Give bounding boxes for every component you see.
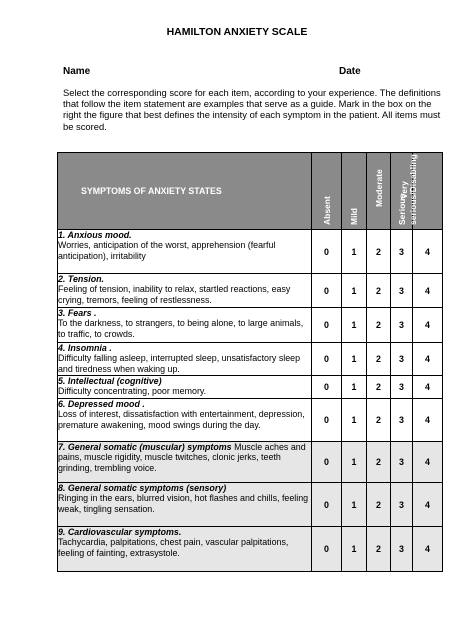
score-cell-4[interactable]: 4 <box>413 274 443 308</box>
score-cell-1[interactable]: 1 <box>342 308 367 343</box>
score-cell-2[interactable]: 2 <box>367 343 391 376</box>
table-row <box>58 527 443 572</box>
score-cell-3[interactable]: 3 <box>391 343 413 376</box>
symptom-description: Worries, anticipation of the worst, apprehension (fearful anticipation), irritability <box>58 240 276 261</box>
symptom-cell <box>58 274 312 308</box>
score-cell-4[interactable]: 4 <box>413 308 443 343</box>
score-cell-2[interactable]: 2 <box>367 376 391 399</box>
column-label: Mild <box>349 208 359 225</box>
symptom-title: 4. Insomnia . <box>58 343 112 353</box>
symptom-cell <box>58 343 312 376</box>
symptom-description: Ringing in the ears, blurred vision, hot flashes and chills, feeling weak, tingling sensation. <box>58 493 309 514</box>
score-cell-0[interactable]: 0 <box>312 343 342 376</box>
column-header-mild <box>342 153 367 230</box>
score-cell-2[interactable]: 2 <box>367 483 391 527</box>
score-cell-0[interactable]: 0 <box>312 376 342 399</box>
score-cell-2[interactable]: 2 <box>367 230 391 274</box>
score-cell-1[interactable]: 1 <box>342 343 367 376</box>
symptom-title: 5. Intellectual (cognitive) <box>58 376 162 386</box>
symptom-description: Muscle aches and pains, muscle rigidity, muscle twitches, clonic jerks, teeth grinding, trembling voice. <box>58 442 306 473</box>
symptom-cell <box>58 376 312 399</box>
score-cell-1[interactable]: 1 <box>342 274 367 308</box>
symptom-cell <box>58 527 312 572</box>
column-label: Moderate <box>373 169 384 207</box>
score-cell-4[interactable]: 4 <box>413 442 443 483</box>
symptom-cell <box>58 308 312 343</box>
score-cell-3[interactable]: 3 <box>391 274 413 308</box>
table-header-row <box>58 153 443 230</box>
symptoms-header: SYMPTOMS OF ANXIETY STATES <box>58 153 312 230</box>
table-row <box>58 442 443 483</box>
score-cell-1[interactable]: 1 <box>342 527 367 572</box>
symptom-title: 6. Depressed mood . <box>58 399 145 409</box>
score-cell-1[interactable]: 1 <box>342 483 367 527</box>
symptom-description: Difficulty falling asleep, interrupted sleep, unsatisfactory sleep and tiredness when waking up. <box>58 353 301 374</box>
score-cell-1[interactable]: 1 <box>342 230 367 274</box>
symptom-description: To the darkness, to strangers, to being alone, to large animals, to traffic, to crowds. <box>58 318 304 339</box>
score-cell-4[interactable]: 4 <box>413 343 443 376</box>
symptom-cell <box>58 230 312 274</box>
symptom-description: Difficulty concentrating, poor memory. <box>58 386 207 397</box>
score-cell-3[interactable]: 3 <box>391 308 413 343</box>
score-cell-0[interactable]: 0 <box>312 442 342 483</box>
score-cell-3[interactable]: 3 <box>391 527 413 572</box>
score-cell-3[interactable]: 3 <box>391 442 413 483</box>
score-cell-3[interactable]: 3 <box>391 399 413 442</box>
anxiety-scale-table <box>57 152 443 572</box>
score-cell-1[interactable]: 1 <box>342 399 367 442</box>
symptom-description: Loss of interest, dissatisfaction with entertainment, depression, premature awakening, mood swings during the day. <box>58 409 305 430</box>
date-label: Date <box>339 66 361 77</box>
score-cell-2[interactable]: 2 <box>367 527 391 572</box>
score-cell-3[interactable]: 3 <box>391 483 413 527</box>
score-cell-0[interactable]: 0 <box>312 527 342 572</box>
column-label: Serious <box>396 193 407 225</box>
table-row <box>58 483 443 527</box>
score-cell-0[interactable]: 0 <box>312 274 342 308</box>
score-cell-0[interactable]: 0 <box>312 483 342 527</box>
score-cell-2[interactable]: 2 <box>367 399 391 442</box>
score-cell-0[interactable]: 0 <box>312 399 342 442</box>
symptom-title: 8. General somatic symptoms (sensory) <box>58 483 227 493</box>
page-title: HAMILTON ANXIETY SCALE <box>166 26 308 38</box>
column-header-moderate <box>367 153 391 230</box>
table-row <box>58 308 443 343</box>
symptom-cell <box>58 483 312 527</box>
symptom-title: 1. Anxious mood. <box>58 230 132 240</box>
name-label: Name <box>63 66 91 77</box>
score-cell-4[interactable]: 4 <box>413 527 443 572</box>
symptom-cell <box>58 442 312 483</box>
score-cell-4[interactable]: 4 <box>413 230 443 274</box>
score-cell-1[interactable]: 1 <box>342 376 367 399</box>
score-cell-1[interactable]: 1 <box>342 442 367 483</box>
table-row <box>58 343 443 376</box>
score-cell-3[interactable]: 3 <box>391 230 413 274</box>
table-row <box>58 376 443 399</box>
symptom-description: Feeling of tension, inability to relax, startled reactions, easy crying, tremors, feeling of restlessness. <box>58 284 291 305</box>
score-cell-4[interactable]: 4 <box>413 376 443 399</box>
symptom-title: 7. General somatic (muscular) symptoms <box>58 442 232 452</box>
score-cell-2[interactable]: 2 <box>367 308 391 343</box>
column-label: Very serious/Disabling <box>398 154 418 225</box>
symptom-description: Tachycardia, palpitations, chest pain, vascular palpitations, feeling of fainting, extrasystole. <box>58 537 289 558</box>
symptom-title: 2. Tension. <box>58 274 105 284</box>
score-cell-2[interactable]: 2 <box>367 442 391 483</box>
score-cell-0[interactable]: 0 <box>312 308 342 343</box>
symptom-title: 9. Cardiovascular symptoms. <box>58 527 182 537</box>
instructions-text: Select the corresponding score for each item, according to your experience. The definitions that follow the item statement are examples that serve as a guide. Mark in the box on the right the figure that best defines the intensity of each symptom in the patient. All items must be scored. <box>63 87 441 132</box>
column-label: Absent <box>321 196 332 225</box>
column-header-absent <box>312 153 342 230</box>
score-cell-4[interactable]: 4 <box>413 399 443 442</box>
symptom-title: 3. Fears . <box>58 308 97 318</box>
table-row <box>58 399 443 442</box>
symptom-cell <box>58 399 312 442</box>
table-row <box>58 274 443 308</box>
score-cell-4[interactable]: 4 <box>413 483 443 527</box>
score-cell-2[interactable]: 2 <box>367 274 391 308</box>
score-cell-0[interactable]: 0 <box>312 230 342 274</box>
score-cell-3[interactable]: 3 <box>391 376 413 399</box>
column-header-very-serious <box>398 153 443 230</box>
table-row <box>58 230 443 274</box>
